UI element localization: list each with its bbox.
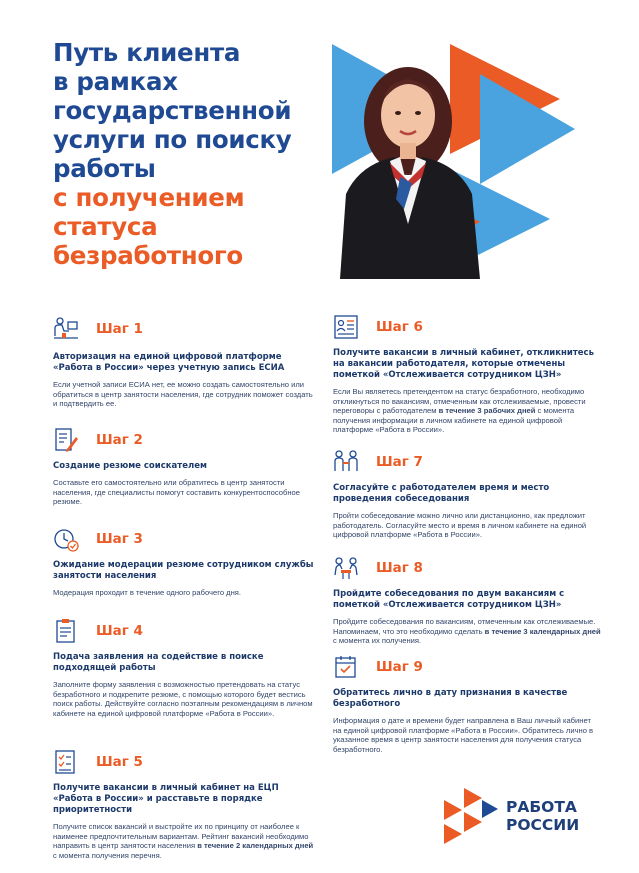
logo-text-line: РАБОТА — [506, 798, 577, 816]
step-text: Модерация проходит в течение одного рабочего дня. — [53, 588, 241, 597]
step-text-bold: в течение 3 календарных дней — [484, 626, 601, 636]
vacancy-board-icon — [333, 314, 359, 340]
step-label: Шаг 5 — [96, 754, 143, 770]
step-description — [333, 716, 601, 754]
step-label: Шаг 6 — [376, 319, 423, 335]
step-label: Шаг 7 — [376, 454, 423, 470]
step-text: Если Вы являетесь претендентом на статус безработного, необходимо откликнуться по вакансиям, отмеченным как отслеживаемые, провести переговоры с работодателем — [333, 387, 586, 416]
step-label: Шаг 4 — [96, 623, 143, 639]
step-text: Пройдите собеседования по вакансиям, отмеченным как отслеживаемые. Напоминаем, что это необходимо сделать — [333, 617, 596, 636]
step-1 — [53, 316, 315, 409]
application-form-icon — [53, 618, 79, 644]
step-text: Если учетной записи ЕСИА нет, ее можно создать самостоятельно или обратиться в центр занятости населения, где сотрудник поможет создать и подтвердить ее. — [53, 380, 313, 409]
step-label: Шаг 9 — [376, 659, 423, 675]
step-title: Пройдите собеседования по двум вакансиям с пометкой «Отслеживается сотрудником ЦЗН» — [333, 589, 565, 610]
poster-title — [53, 38, 333, 270]
title-line-accent: статуса — [53, 212, 158, 241]
step-text: Пройти собеседование можно лично или дистанционно, как предложит работодатель. Согласуйте место и время в личном кабинете на единой цифровой платформе «Работа в России». — [333, 511, 587, 540]
title-line: государственной — [53, 96, 292, 125]
logo-text — [506, 798, 579, 834]
logo-mark-icon — [440, 786, 500, 846]
step-text-bold: в течение 2 календарных дней — [197, 841, 314, 851]
step-description — [53, 822, 315, 860]
title-line: услуги по поиску — [53, 125, 292, 154]
step-description — [53, 680, 315, 718]
step-label: Шаг 1 — [96, 321, 143, 337]
logo-text-line: РОССИИ — [506, 816, 580, 834]
step-description — [333, 387, 601, 435]
step-9 — [333, 654, 601, 754]
interview-icon — [333, 555, 359, 581]
step-label: Шаг 2 — [96, 432, 143, 448]
checklist-icon — [53, 749, 79, 775]
clock-check-icon — [53, 526, 79, 552]
step-5 — [53, 749, 315, 860]
calendar-check-icon — [333, 654, 359, 680]
step-description — [333, 617, 601, 646]
step-title: Согласуйте с работодателем время и место проведения собеседования — [333, 483, 550, 504]
step-4 — [53, 618, 315, 718]
step-title: Авторизация на единой цифровой платформе «Работа в России» через учетную запись ЕСИА — [53, 352, 285, 373]
step-text: Составьте его самостоятельно или обратитесь в центр занятости населения, где специалисты помогут составить конкурентоспособное резюме. — [53, 478, 300, 507]
step-text: Получите список вакансий и выстройте их по принципу от наиболее к наименее предпочтительным вариантам. Рейтинг вакансий необходимо направить в центр занятости населения — [53, 822, 309, 851]
rabota-rossii-logo — [440, 786, 610, 846]
step-3 — [53, 526, 315, 598]
step-6 — [333, 314, 601, 435]
meeting-people-icon — [333, 449, 359, 475]
step-2 — [53, 427, 315, 507]
step-description — [53, 588, 315, 598]
step-title: Получите вакансии в личный кабинет на ЕЦП «Работа в России» и расставьте в порядке приоритетности — [53, 783, 279, 815]
hero-illustration — [330, 44, 580, 294]
step-text: Информация о дате и времени будет направлена в Ваш личный кабинет на единой цифровой платформе «Работа в России». Обратитесь лично в указанное время в центр занятости населения для получения статуса безработного. — [333, 716, 594, 754]
step-title: Ожидание модерации резюме сотрудником службы занятости населения — [53, 560, 314, 581]
step-description — [53, 380, 315, 409]
step-label: Шаг 8 — [376, 560, 423, 576]
step-text: Заполните форму заявления с возможностью претендовать на статус безработного и подкрепите резюме, с помощью которого будет вестись поиск работы. Действуйте согласно поэтапным рекомендациям в личном кабинете на единой цифровой платформе «Работа в России». — [53, 680, 313, 718]
step-text: с момента получения информации в личном кабинете на единой цифровой платформе «Работа в России». — [333, 406, 575, 435]
step-text: с момента получения перечня. — [53, 850, 162, 860]
step-description — [53, 478, 315, 507]
step-title: Обратитесь лично в дату признания в качестве безработного — [333, 688, 568, 709]
title-line: работы — [53, 154, 156, 183]
step-title: Создание резюме соискателем — [53, 461, 207, 471]
step-8 — [333, 555, 601, 646]
title-line-accent: с получением — [53, 183, 245, 212]
step-label: Шаг 3 — [96, 531, 143, 547]
step-text-bold: в течение 3 рабочих дней — [438, 406, 536, 416]
step-7 — [333, 449, 601, 540]
title-line: в рамках — [53, 67, 178, 96]
step-title: Получите вакансии в личный кабинет, откликнитесь на вакансии работодателя, которые отмечены пометкой «Отслеживается сотрудником ЦЗН» — [333, 348, 594, 380]
step-description — [333, 511, 601, 540]
resume-document-icon — [53, 427, 79, 453]
person-at-computer-icon — [53, 316, 79, 342]
step-title: Подача заявления на содействие в поиске подходящей работы — [53, 652, 264, 673]
title-line-accent: безработного — [53, 241, 243, 270]
step-text: с момента их получения. — [333, 636, 422, 646]
title-line: Путь клиента — [53, 38, 241, 67]
